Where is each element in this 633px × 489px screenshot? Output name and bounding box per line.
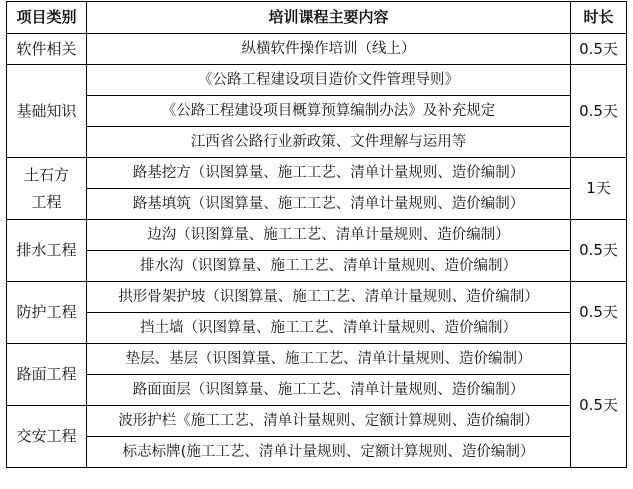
category-pavement: 路面工程 [7,344,87,406]
table-row [7,437,627,468]
category-software: 软件相关 [7,34,87,65]
header-row [7,2,627,34]
course-item: 垫层、基层（识图算量、施工工艺、清单计量规则、造价编制） [87,344,571,375]
table-row [7,313,627,344]
duration-basics: 0.5天 [571,65,627,158]
duration-software: 0.5天 [571,34,627,65]
course-item: 纵横软件操作培训（线上） [87,34,571,65]
table-row [7,282,627,313]
category-earthwork-line1: 土石方 [23,165,69,184]
table-row [7,65,627,96]
duration-pavement-traffic: 0.5天 [571,344,627,468]
table-row [7,158,627,189]
header-content: 培训课程主要内容 [87,2,571,34]
course-item: 波形护栏《施工工艺、清单计量规则、定额计算规则、造价编制） [87,406,571,437]
table-row [7,189,627,220]
course-item: 路面面层（识图算量、施工工艺、清单计量规则、造价编制） [87,375,571,406]
table-row [7,34,627,65]
header-duration: 时长 [571,2,627,34]
category-drainage: 排水工程 [7,220,87,282]
duration-protection: 0.5天 [571,282,627,344]
training-schedule-table [6,1,627,468]
course-item: 标志标牌(施工工艺、清单计量规则、定额计算规则、造价编制） [87,437,571,468]
course-item: 《公路工程建设项目概算预算编制办法》及补充规定 [87,96,571,127]
category-protection: 防护工程 [7,282,87,344]
category-basics: 基础知识 [7,65,87,158]
header-category: 项目类别 [7,2,87,34]
course-item: 《公路工程建设项目造价文件管理导则》 [87,65,571,96]
course-item: 江西省公路行业新政策、文件理解与运用等 [87,127,571,158]
course-item: 排水沟（识图算量、施工工艺、清单计量规则、造价编制） [87,251,571,282]
table-row [7,375,627,406]
course-item: 挡土墙（识图算量、施工工艺、清单计量规则、造价编制） [87,313,571,344]
course-item: 边沟（识图算量、施工工艺、清单计量规则、造价编制） [87,220,571,251]
duration-earthwork: 1天 [571,158,627,220]
course-item: 拱形骨架护坡（识图算量、施工工艺、清单计量规则、造价编制） [87,282,571,313]
course-item: 路基填筑（识图算量、施工工艺、清单计量规则、造价编制） [87,189,571,220]
table-row [7,344,627,375]
table-row [7,127,627,158]
table-row [7,96,627,127]
category-earthwork-line2: 工程 [31,192,62,211]
category-traffic-safety: 交安工程 [7,406,87,468]
table-row [7,406,627,437]
table-row [7,220,627,251]
category-earthwork [7,158,87,220]
table-row [7,251,627,282]
course-item: 路基挖方（识图算量、施工工艺、清单计量规则、造价编制） [87,158,571,189]
duration-drainage: 0.5天 [571,220,627,282]
